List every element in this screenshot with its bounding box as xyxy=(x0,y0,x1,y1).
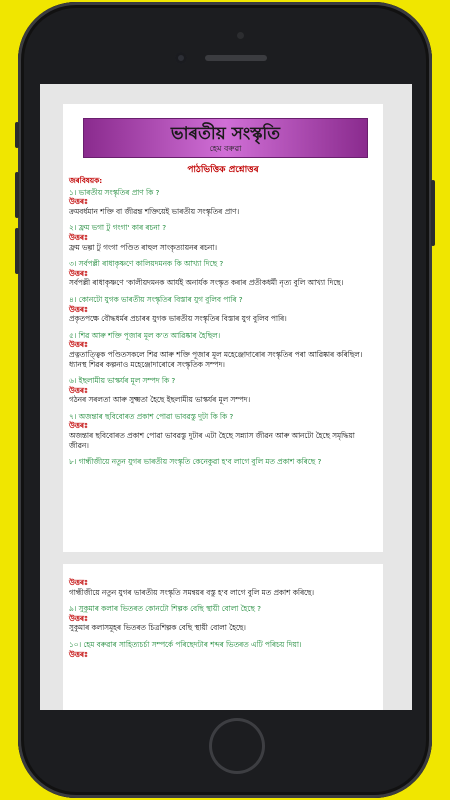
home-button[interactable] xyxy=(209,718,265,774)
title-banner xyxy=(83,118,368,158)
front-camera xyxy=(175,52,187,64)
book-title: ভাৰতীয় সংস্কৃতি xyxy=(170,124,281,144)
question-text: ৪। কোনটো যুগক ভাৰতীয় সংস্কৃতিৰ বিস্তাৰ যুগ বুলিব পাৰি ? xyxy=(69,294,243,304)
answer-text: সুকুমাৰ কলাসমূহৰ ভিতৰত চিত্ৰশিল্পক বেছি স্থায়ী বোলা হৈছে। xyxy=(69,623,246,633)
proximity-sensor xyxy=(237,32,244,39)
answer-label: উত্তৰঃ xyxy=(69,232,88,242)
qa-item xyxy=(69,412,377,450)
author-name: হেম বৰুৱা xyxy=(209,144,242,153)
question-text: ৬। ইছলামীয় ভাস্কৰ্যৰ মূল সম্পদ কি ? xyxy=(69,376,176,386)
volume-up-button[interactable] xyxy=(15,172,19,218)
answer-label: উত্তৰঃ xyxy=(69,268,88,278)
qa-item xyxy=(69,295,377,324)
answer-text: প্ৰত্নতাত্ত্বিক পণ্ডিতসকলে শিৱ আৰু শক্তি পূজাৰ মূল মহেঞ্জোদাৰোৰ সংস্কৃতিৰ পৰা আৱিষ্কাৰ কৰিছিল। ধ্যানস্থ শিৱৰ কল্পনাও মহেঞ্জোদাৰোৰে সংস্কৃতিক সম্পদ। xyxy=(69,349,363,369)
content-card-2 xyxy=(63,564,383,710)
qa-item xyxy=(69,376,377,405)
earpiece-speaker xyxy=(205,55,267,61)
answer-label: উত্তৰঃ xyxy=(69,421,88,431)
qa-list-2 xyxy=(69,578,377,659)
section-title: জৰবিষয়ক: xyxy=(69,176,103,185)
question-text: ২। ফ্ৰম ভগা টু গংগা' কাৰ ৰচনা ? xyxy=(69,223,167,233)
answer-text: গান্ধীজীয়ে নতুন যুগৰ ভাৰতীয় সংস্কৃতি সমন্বয়ৰ বস্তু হ'ব লাগে বুলি মত প্ৰকাশ কৰিছে। xyxy=(69,587,315,597)
answer-text: ফ্ৰম ভল্গা টু গংগা পণ্ডিত ৰাহুল সাংকৃত্যায়নৰ ৰচনা। xyxy=(69,242,217,252)
answer-text: গঠনৰ সৰলতা আৰু সুক্ষ্মতা হৈছে ইছলামীয় ভাস্কৰ্যৰ মূল সম্পদ। xyxy=(69,395,251,405)
qa-item xyxy=(69,331,377,369)
qa-item xyxy=(69,604,377,633)
question-text: ৭। অজন্তাৰ ছবিবোৰত প্ৰকাশ পোৱা ভাবৱস্তু দুটা কি কি ? xyxy=(69,411,234,421)
question-text: ৫। শিৱ আৰু শক্তি পূজাৰ মূল ক'ত আৱিষ্কাৰ হৈছিল। xyxy=(69,330,221,340)
answer-text: ক্ৰমবৰ্ধমান শক্তি বা জীৱন্ত শক্তিয়েই ভাৰতীয় সংস্কৃতিৰ প্ৰাণ। xyxy=(69,206,240,216)
answer-label: উত্তৰঃ xyxy=(69,340,88,350)
content-card xyxy=(63,104,383,552)
section-heading: পাঠভিত্তিক প্ৰশ্নোত্তৰ xyxy=(187,165,259,175)
qa-item xyxy=(69,578,377,597)
mute-switch[interactable] xyxy=(15,122,19,148)
qa-item xyxy=(69,188,377,217)
answer-label: উত্তৰঃ xyxy=(69,613,88,623)
answer-label: উত্তৰঃ xyxy=(69,304,88,314)
qa-list xyxy=(69,176,377,467)
answer-label: উত্তৰঃ xyxy=(69,578,88,587)
answer-text: প্ৰকৃতপক্ষে বৌদ্ধধৰ্মৰ প্ৰচাৰৰ যুগক ভাৰতীয় সংস্কৃতিৰ বিস্তাৰ যুগ বুলিব পাৰি। xyxy=(69,314,287,324)
power-button[interactable] xyxy=(431,180,435,246)
question-text: ৩। সৰ্বপল্লী ৰাধাকৃষ্ণণে কালিয়দমনক কি আখ্যা দিছে ? xyxy=(69,259,224,269)
volume-down-button[interactable] xyxy=(15,228,19,274)
qa-item xyxy=(69,640,377,659)
question-text: ১০। হেম বৰুৱাৰ সাহিত্যচৰ্চা সম্পৰ্কে পৰিছেদটাৰ শব্দৰ ভিতৰত এটি পৰিচয় দিয়া। xyxy=(69,639,302,649)
answer-label: উত্তৰঃ xyxy=(69,385,88,395)
qa-item xyxy=(69,457,377,467)
answer-text: অজন্তাৰ ছবিবোৰত প্ৰকাশ পোৱা ভাবৱস্তু দুটাৰ এটা হৈছে সন্ন্যাস জীৱন আৰু আনটো হৈছে সমৃদ্ধিয়া জীৱন। xyxy=(69,431,355,450)
answer-label: উত্তৰঃ xyxy=(69,197,88,207)
qa-item xyxy=(69,223,377,252)
answer-text: সৰ্বপল্লী ৰাধাকৃষ্ণণে 'কালীয়দমনক আৰ্যই অনাৰ্যক সংস্কৃত কৰাৰ প্ৰতীকধৰ্মী নৃত্য বুলি আখ্যা দিছে। xyxy=(69,278,344,288)
question-text: ১। ভাৰতীয় সংস্কৃতিৰ প্ৰাণ কি ? xyxy=(69,187,160,197)
screen xyxy=(40,84,412,710)
qa-item xyxy=(69,259,377,288)
question-text: ৮। গান্ধীজীয়ে নতুন যুগৰ ভাৰতীয় সংস্কৃতি কেনেকুৱা হ'ব লাগে বুলি মত প্ৰকাশ কৰিছে ? xyxy=(69,457,322,467)
answer-label: উত্তৰঃ xyxy=(69,649,88,659)
question-text: ৯। সুকুমাৰ কলাৰ ভিতৰত কোনটো শিল্পক বেছি স্থায়ী বোলা হৈছে ? xyxy=(69,604,261,614)
